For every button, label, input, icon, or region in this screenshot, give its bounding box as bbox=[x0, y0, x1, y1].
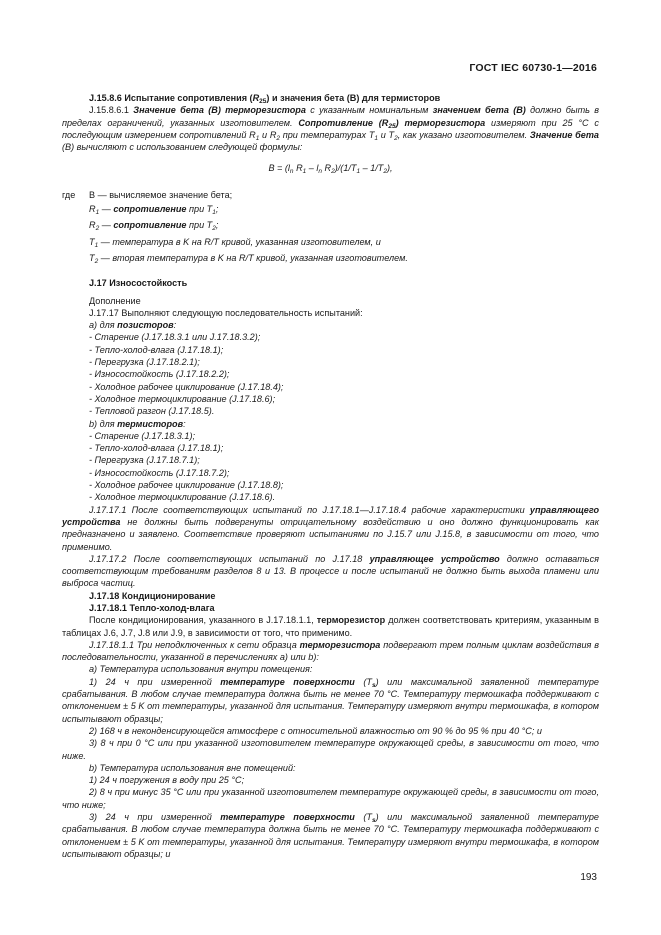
section-heading-j17-18-1: J.17.18.1 Тепло-холод-влага bbox=[89, 602, 215, 613]
formula-definitions bbox=[62, 189, 599, 264]
definition-t1: $T_1$ — температура в K на R/T кривой, указанная изготовителем, и bbox=[89, 236, 381, 249]
section-heading-j17: J.17 Износостойкость bbox=[89, 278, 188, 289]
section-heading-j17-18: J.17.18 Кондиционирование bbox=[89, 590, 216, 601]
paragraph-j17-17-2: J.17.17.2 После соответствующих испытаний по J.17.18 управляющее устройство должно оставаться соответствующим требованиям разделов 8 и 13. В процессе и после испытаний не должно быть выхода пламени или выброса частиц. bbox=[62, 553, 599, 589]
list-item: - Износостойкость (J.17.18.7.2); bbox=[89, 467, 230, 478]
paragraph-j17-17: J.17.17 Выполняют следующую последовательность испытаний: bbox=[89, 307, 363, 318]
list-a bbox=[62, 331, 599, 417]
list-a-label: a) для позисторов: bbox=[89, 320, 177, 331]
indoor-step-3: 3) 8 ч при 0 °C или при указанной изготовителем температуре окружающей среды, в зависимости от того, что ниже. bbox=[62, 738, 599, 761]
paragraph-j17-18-1: После кондиционирования, указанного в J.17.18.1.1, терморезистор должен соответствовать критериям, указанным в таблицах J.6, J.7, J.8 или J.9, в зависимости от того, что применимо. bbox=[62, 615, 599, 638]
list-item: - Тепловой разгон (J.17.18.5). bbox=[89, 406, 215, 417]
addition-label: Дополнение bbox=[89, 295, 141, 306]
definition-b: B — вычисляемое значение бета; bbox=[89, 189, 233, 200]
paragraph-j17-18-1-1: J.17.18.1.1 Три неподключенных к сети образца терморезистора подвергают трем полным циклам воздействия в последовательности, указанной в перечислениях a) или b): bbox=[62, 639, 599, 663]
where-first-row bbox=[62, 189, 599, 201]
list-item: - Холодное термоциклирование (J.17.18.6); bbox=[89, 393, 276, 404]
outdoor-step-1: 1) 24 ч погружения в воду при 25 °C; bbox=[89, 775, 245, 786]
definition-t2: $T_2$ — вторая температура в K на R/T кривой, указанная изготовителем. bbox=[89, 252, 408, 265]
list-item: - Холодное рабочее циклирование (J.17.18.8); bbox=[89, 480, 284, 491]
list-item: - Холодное термоциклирование (J.17.18.6). bbox=[89, 492, 276, 503]
list-item: - Холодное рабочее циклирование (J.17.18.4); bbox=[89, 381, 284, 392]
list-b bbox=[62, 430, 599, 504]
list-item: - Старение (J.17.18.3.1); bbox=[89, 430, 195, 441]
list-item: - Тепло-холод-влага (J.17.18.1); bbox=[89, 344, 224, 355]
page-content bbox=[62, 92, 599, 860]
list-item: - Тепло-холод-влага (J.17.18.1); bbox=[89, 443, 224, 454]
list-b-label: b) для термисторов: bbox=[89, 418, 186, 429]
indoor-step-1: 1) 24 ч при измеренной температуре поверхности $(T_s)$ или максимальной заявленной температуре срабатывания. В любом случае температура должна быть не менее 70 °C. Температуру термошкафа поддерживают с отклонением ± 5 K от температуры, указанной для испытания. Температуру измеряют внутри термошкафа, в котором испытывают образцы; bbox=[62, 676, 599, 724]
list-a-indoor-label: a) Температура использования внутри помещения: bbox=[89, 664, 313, 675]
list-item: - Перегрузка (J.17.18.7.1); bbox=[89, 455, 200, 466]
where-label: где bbox=[62, 189, 76, 200]
outdoor-step-3: 3) 24 ч при измеренной температуре поверхности $(T_s)$ или максимальной заявленной температуре срабатывания. В любом случае температура должна быть не менее 70 °C. Температуру термошкафа поддерживают с отклонением ± 5 K от температуры, указанной для испытания. Температуру измеряют внутри термошкафа, в котором испытывают образцы; и bbox=[62, 812, 599, 859]
paragraph-j15-8-6-1: J.15.8.6.1 Значение бета (B) терморезистора с указанным номинальным значением бета (B) должно быть в пределах ограничений, указанных изготовителем. Сопротивление $(R_{25})$ терморезистора измеряют при 25 °C с последующим измерением сопротивлений $R_1$ и $R_2$ при температурах $T_1$ и $T_2$, как указано изготовителем. Значение бета (B) вычисляют с использованием следующей формулы: bbox=[62, 105, 600, 153]
definition-r1: $R_1$ — сопротивление при $T_1$; bbox=[89, 204, 219, 217]
list-item: - Перегрузка (J.17.18.2.1); bbox=[89, 357, 200, 368]
page-number: 193 bbox=[580, 872, 597, 883]
list-b-outdoor-label: b) Температура использования вне помещений: bbox=[89, 762, 296, 773]
outdoor-step-2: 2) 8 ч при минус 35 °C или при указанной изготовителем температуре окружающей среды, в зависимости от того, что ниже; bbox=[62, 787, 599, 810]
indoor-step-2: 2) 168 ч в неконденсирующейся атмосфере с относительной влажностью от 90 % до 95 % при 40 °C; и bbox=[89, 725, 542, 736]
section-heading-j15-8-6: J.15.8.6 Испытание сопротивления $(R_{25})$ и значения бета (B) для термисторов bbox=[89, 93, 441, 105]
beta-formula: $B = (l_n$ $R_1 - l_n$ $R_2)/(1/T_1 - 1/T_2)$, bbox=[268, 163, 393, 176]
standard-header: ГОСТ IEC 60730-1—2016 bbox=[469, 62, 597, 74]
list-item: - Старение (J.17.18.3.1 или J.17.18.3.2); bbox=[89, 332, 261, 343]
paragraph-j17-17-1: J.17.17.1 После соответствующих испытаний по J.17.18.1—J.17.18.4 рабочие характеристики управляющего устройства не должны быть подвергнуты отрицательному воздействию и оно должно функционировать как предназначено и заявлено. Соответствие проверяют испытаниями по J.15.7 или J.15.8, в зависимости от того, что применимо. bbox=[62, 504, 599, 552]
definition-r2: $R_2$ — сопротивление при $T_2$; bbox=[89, 220, 219, 233]
list-item: - Износостойкость (J.17.18.2.2); bbox=[89, 369, 230, 380]
